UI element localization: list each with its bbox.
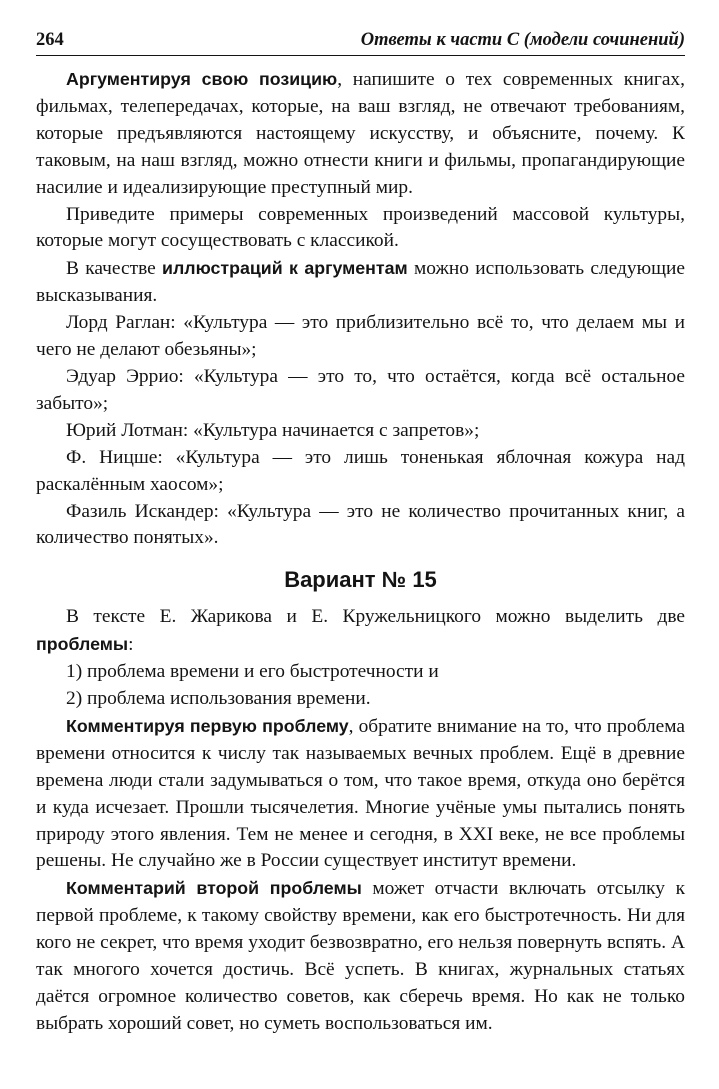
paragraph-text: , напишите о тех современных книгах, фильмах, телепередачах, которые, на ваш взгляд, не отвечают требованиям, которые предъявляются настоящему искусству, и объясните, почему. К таковым, на наш взгляд, можно отнести книги и фильмы, пропагандирующие насилие и идеализирующие преступный мир. <box>36 69 685 198</box>
bold-lead: Комментарий второй проблемы <box>66 878 362 899</box>
paragraph-argument <box>36 66 685 202</box>
bold-lead: Комментируя первую проблему <box>66 715 349 736</box>
quote-herriot: Эдуар Эррио: «Культура — это то, что остаётся, когда всё остальное забыто»; <box>36 365 685 414</box>
running-title: Ответы к части С (модели сочинений) <box>360 30 685 50</box>
bold-phrase: проблемы <box>36 634 129 655</box>
quote-lotman: Юрий Лотман: «Культура начинается с запретов»; <box>66 419 480 441</box>
quote-iskander: Фазиль Искандер: «Культура — это не количество прочитанных книг, а количество понятых». <box>36 500 685 549</box>
problem-item-2: 2) проблема использования времени. <box>66 688 371 710</box>
quote-nietzsche: Ф. Ницше: «Культура — это лишь тоненькая яблочная кожура над раскалённым хаосом»; <box>36 446 685 495</box>
paragraph-text: Приведите примеры современных произведений массовой культуры, которые могут сосуществовать с классикой. <box>36 203 685 252</box>
paragraph-problems-intro <box>36 604 685 659</box>
bold-lead: Аргументируя свою позицию <box>66 69 338 89</box>
paragraph-illustrations <box>36 255 685 310</box>
paragraph-examples <box>36 202 685 256</box>
page-number: 264 <box>36 30 64 50</box>
page-body <box>36 66 685 1038</box>
paragraph-text: : <box>128 634 134 656</box>
paragraph-text: В качестве <box>66 258 163 280</box>
page-header <box>36 0 685 56</box>
section-title: Вариант № 15 <box>284 567 437 593</box>
paragraph-text: В тексте Е. Жарикова и Е. Кружельницкого можно выделить две <box>66 606 685 628</box>
quote-raglan: Лорд Раглан: «Культура — это приблизительно всё то, что делаем мы и чего не делают обезьяны»; <box>36 312 685 361</box>
bold-phrase: иллюстраций к аргументам <box>162 258 408 279</box>
paragraph-text: , обратите внимание на то, что проблема времени относится к числу так называемых вечных проблем. Ещё в древние времена люди стали задумываться о том, что такое время, откуда оно берётся и куда исчезает. Прошли тысячелетия. Многие учёные умы пытались понять природу этого явления. Тем не менее и сегодня, в XXI веке, не все проблемы решены. Не случайно же в России существует институт времени. <box>36 715 685 872</box>
paragraph-first-problem <box>36 713 685 875</box>
paragraph-text: может отчасти включать отсылку к первой проблеме, к такому свойству времени, как его быстротечность. Ни для кого не секрет, что время уходит безвозвратно, его нельзя повернуть вспять. А так многого хочется достичь. Всё успеть. В книгах, журнальных статьях даётся огромное количество советов, как сберечь время. Но как не только выбрать хороший совет, но суметь воспользоваться им. <box>36 878 685 1034</box>
paragraph-text: можно использовать следующие высказывания. <box>36 258 685 307</box>
problem-item-1: 1) проблема времени и его быстротечности и <box>66 661 439 683</box>
paragraph-second-problem <box>36 875 685 1037</box>
